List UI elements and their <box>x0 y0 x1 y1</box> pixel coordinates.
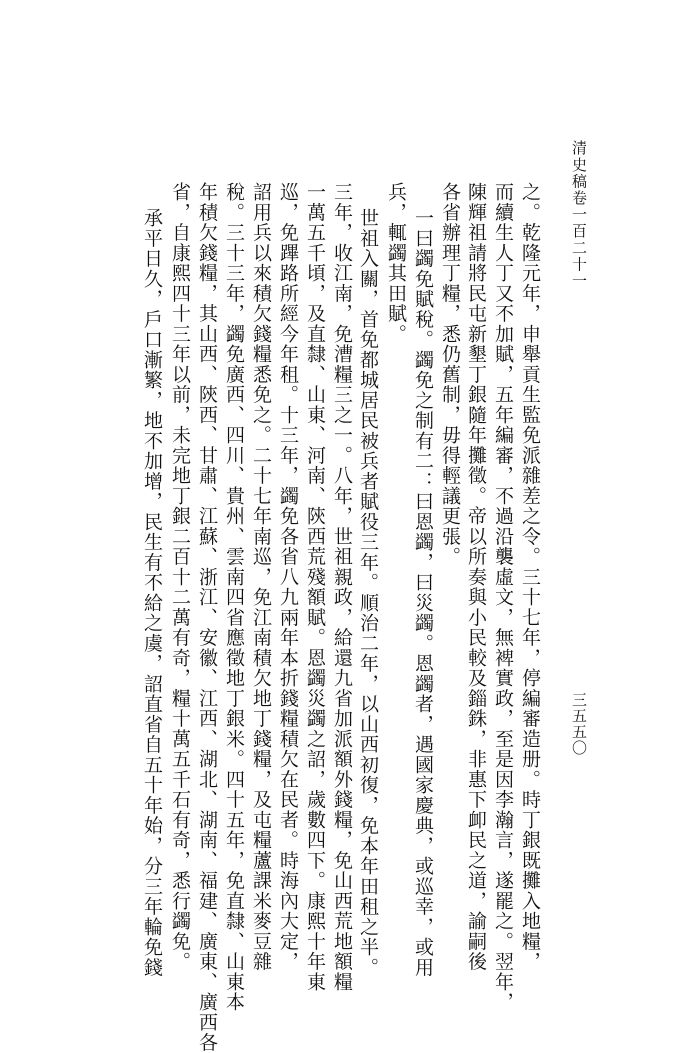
text-column: 巡，免蹕路所經今年租。十三年，蠲免各省八九兩年本折錢糧積欠在民者。時海內大定， <box>277 182 299 972</box>
text-column: 之。乾隆元年，申舉貢生監免派雜差之令。三十七年，停編審造册。時丁銀既攤入地糧， <box>519 182 541 972</box>
running-header-title: 清史稿卷一百二十一 <box>570 140 588 290</box>
text-column: 世祖入關，首免都城居民被兵者賦役三年。順治二年，以山西初復，免本年田租之半。 <box>357 208 379 978</box>
text-column: 省，自康熙四十三年以前，未完地丁銀二百十二萬有奇，糧十萬五千石有奇，悉行蠲免。 <box>169 182 191 972</box>
text-column: 一曰蠲免賦稅。蠲免之制有二：曰恩蠲，曰災蠲。恩蠲者，遇國家慶典，或巡幸，或用 <box>412 208 434 978</box>
text-column: 各省辦理丁糧，悉仍舊制，毋得輕議更張。 <box>439 182 461 567</box>
text-column: 詔用兵以來積欠錢糧悉免之。二十七年南巡，免江南積欠地丁錢糧，及屯糧蘆課米麥豆雜 <box>250 182 272 972</box>
text-column: 陳輝祖請將民屯新墾丁銀隨年攤徵。帝以所奏與小民較及錙銖，非惠下卹民之道，諭嗣後 <box>465 182 487 972</box>
text-column: 稅。三十三年，蠲免廣西、四川、貴州、雲南四省應徵地丁銀米。四十五年，免直隸、山東本 <box>223 182 245 1013</box>
text-column: 而續生人丁又不加賦，五年編審，不過沿襲虛文，無裨實政，至是因李瀚言，遂罷之。翌年， <box>492 182 514 1013</box>
text-column: 承平日久，戶口漸繁，地不加增，民生有不給之虞，詔直省自五十年始，分三年輪免錢 <box>141 208 163 978</box>
text-column: 年積欠錢糧，其山西、陝西、甘肅、江蘇、浙江、安徽、江西、湖北、湖南、福建、廣東、廣西各 <box>196 182 218 1053</box>
text-column: 兵，輒蠲其田賦。 <box>385 182 407 344</box>
page-number: 三五五〇 <box>570 692 588 756</box>
text-column: 一萬五千頃，及直隸、山東、河南、陝西荒殘額賦。恩蠲災蠲之詔，歲數四下。康熙十年東 <box>304 182 326 992</box>
text-column: 三年，收江南，免漕糧三之一。八年，世祖親政，給還九省加派額外錢糧，免山西荒地額糧 <box>331 182 353 992</box>
